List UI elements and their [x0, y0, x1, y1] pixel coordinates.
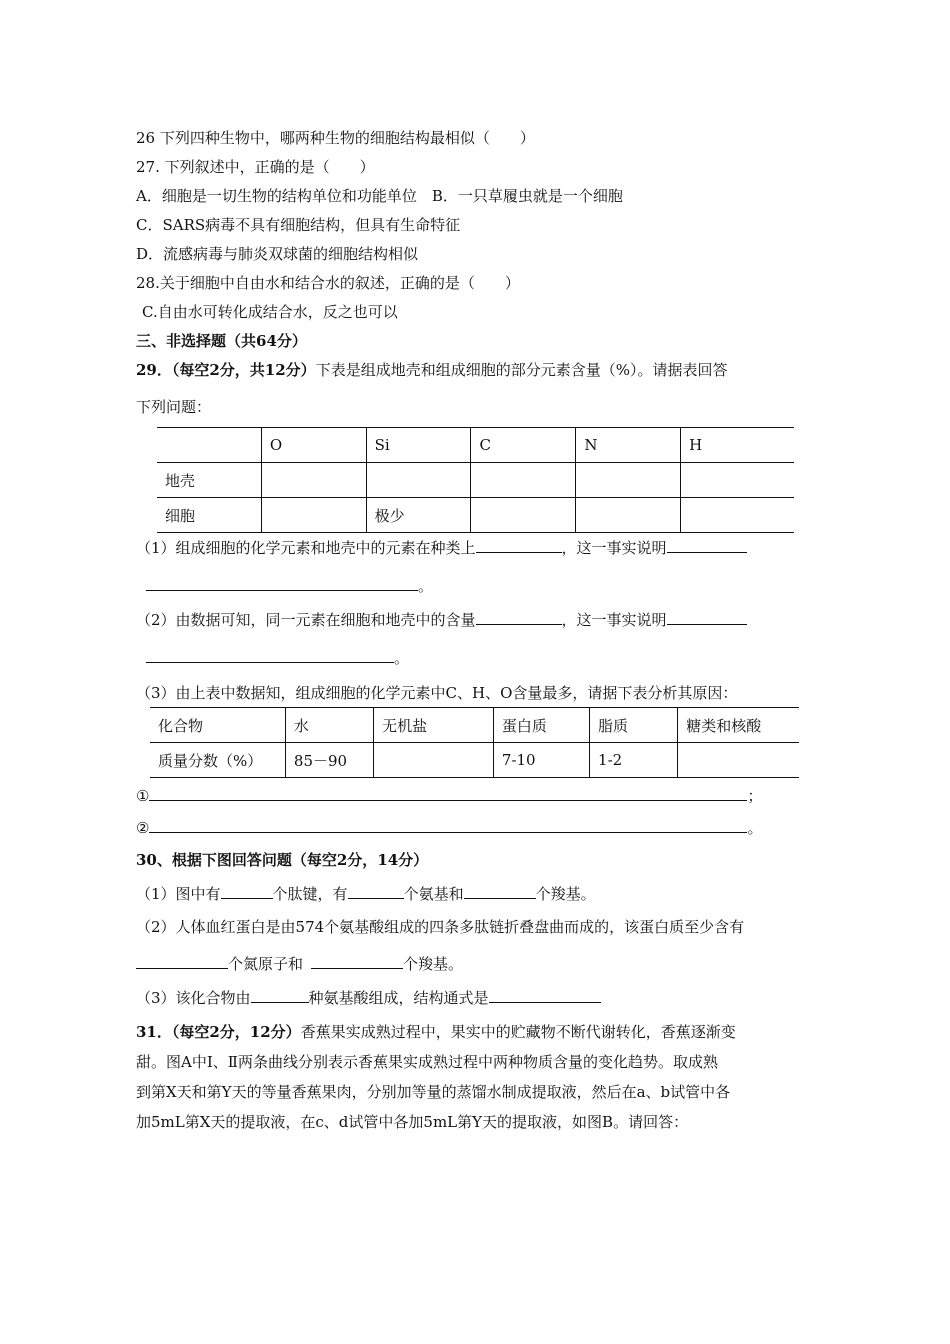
question-28-stem: 28.关于细胞中自由水和结合水的叙述，正确的是（ ） [136, 274, 520, 292]
table-cell: 脂质 [590, 708, 678, 743]
question-29-part-2-cont [146, 648, 409, 668]
table-cell: 糖类和核酸 [678, 708, 799, 743]
question-31-line-4: 加5mL第X天的提取液，在c、d试管中各加5mL第Y天的提取液，如图B。请回答： [136, 1113, 689, 1131]
table-cell: C [471, 428, 576, 463]
question-29-part-3: （3）由上表中数据知，组成细胞的化学元素中C、H、O含量最多，请据下表分析其原因： [136, 684, 738, 702]
table-cell: 蛋白质 [493, 708, 589, 743]
question-29-score: 29．（每空2分，共12分） [136, 361, 316, 379]
answer-blank[interactable] [251, 988, 309, 1003]
question-30-heading: 30、根据下图回答问题（每空2分，14分） [136, 851, 429, 869]
question-30-part-2: （2）人体血红蛋白是由574个氨基酸组成的四条多肽链折叠盘曲而成的，该蛋白质至少含有 [136, 918, 745, 936]
text: 个肽键，有 [272, 885, 348, 903]
text: （1）图中有 [136, 885, 221, 903]
question-31-line-2: 甜。图A中Ⅰ、Ⅱ两条曲线分别表示香蕉果实成熟过程中两种物质含量的变化趋势。取成熟 [136, 1053, 718, 1071]
text: ，这一事实说明 [561, 539, 667, 557]
table-cell [681, 463, 794, 498]
text: 。 [747, 819, 763, 837]
text: 个羧基。 [403, 955, 464, 973]
text: ，这一事实说明 [561, 611, 667, 629]
text: 种氨基酸组成，结构通式是 [308, 989, 489, 1007]
answer-blank[interactable] [311, 954, 403, 969]
answer-blank[interactable] [464, 884, 536, 899]
answer-blank[interactable] [667, 538, 747, 553]
question-27-option-ab: A．细胞是一切生物的结构单位和功能单位 B．一只草履虫就是一个细胞 [136, 187, 623, 205]
answer-blank[interactable] [489, 988, 601, 1003]
question-31-line-1 [136, 1022, 736, 1042]
table-cell: 极少 [366, 498, 471, 533]
answer-blank[interactable] [348, 884, 404, 899]
table-cell [576, 463, 681, 498]
question-30-part-2-cont [136, 954, 463, 974]
answer-blank[interactable] [146, 576, 418, 591]
table-header-row [150, 708, 799, 743]
question-27-option-d: D．流感病毒与肺炎双球菌的细胞结构相似 [136, 245, 419, 263]
table-cell [681, 498, 794, 533]
compound-mass-table [150, 707, 799, 778]
table-cell: O [261, 428, 366, 463]
question-30-part-3 [136, 988, 601, 1008]
table-cell: 质量分数（%） [150, 743, 285, 778]
table-row [157, 498, 794, 533]
text: 香蕉果实成熟过程中，果实中的贮藏物不断代谢转化，香蕉逐渐变 [300, 1023, 736, 1041]
answer-blank[interactable] [221, 884, 273, 899]
table-cell: N [576, 428, 681, 463]
question-29-answer-1 [136, 786, 762, 806]
table-cell [157, 428, 261, 463]
answer-blank[interactable] [476, 538, 562, 553]
table-cell: 1-2 [590, 743, 678, 778]
answer-blank[interactable] [149, 818, 747, 833]
table-cell: 水 [285, 708, 373, 743]
question-27-stem: 27. 下列叙述中，正确的是（ ） [136, 158, 375, 176]
text: 个羧基。 [535, 885, 596, 903]
text: 。 [394, 649, 410, 667]
text: （2）由数据可知，同一元素在细胞和地壳中的含量 [136, 611, 476, 629]
element-content-table [157, 427, 794, 533]
table-cell [471, 498, 576, 533]
answer-blank[interactable] [476, 610, 562, 625]
text: ① [136, 787, 150, 805]
table-row [157, 463, 794, 498]
table-row [150, 743, 799, 778]
table-cell: 化合物 [150, 708, 285, 743]
text: （1）组成细胞的化学元素和地壳中的元素在种类上 [136, 539, 476, 557]
section-3-heading: 三、非选择题（共64分） [136, 332, 307, 350]
table-cell [374, 743, 494, 778]
question-31-score: 31．（每空2分，12分） [136, 1023, 301, 1041]
question-29-answer-2 [136, 818, 762, 838]
answer-blank[interactable] [667, 610, 747, 625]
table-cell: 细胞 [157, 498, 261, 533]
question-27-option-c: C．SARS病毒不具有细胞结构，但具有生命特征 [136, 216, 461, 234]
text: （3）该化合物由 [136, 989, 251, 1007]
table-cell [678, 743, 799, 778]
question-29-text-1: 下表是组成地壳和组成细胞的部分元素含量（%）。请据表回答 [315, 361, 728, 379]
table-cell [261, 498, 366, 533]
question-31-line-3: 到第X天和第Y天的等量香蕉果肉，分别加等量的蒸馏水制成提取液，然后在a、b试管中各 [136, 1083, 731, 1101]
table-cell [471, 463, 576, 498]
question-30-part-1 [136, 884, 596, 904]
table-cell: H [681, 428, 794, 463]
table-cell [261, 463, 366, 498]
question-29-part-1 [136, 538, 747, 558]
table-cell [576, 498, 681, 533]
table-cell: 85－90 [285, 743, 373, 778]
answer-blank[interactable] [136, 954, 228, 969]
answer-blank[interactable] [149, 786, 747, 801]
table-cell: 7-10 [493, 743, 589, 778]
table-cell [366, 463, 471, 498]
text: ② [136, 819, 150, 837]
question-29-part-1-cont [146, 576, 433, 596]
question-29-text-2: 下列问题： [136, 398, 212, 416]
text: 个氮原子和 [228, 955, 304, 973]
text: 个氨基和 [403, 885, 464, 903]
table-cell: 地壳 [157, 463, 261, 498]
question-29-line-1 [136, 360, 727, 380]
question-26: 26 下列四种生物中，哪两种生物的细胞结构最相似（ ） [136, 129, 535, 147]
text: 。 [418, 577, 434, 595]
table-cell: Si [366, 428, 471, 463]
question-29-part-2 [136, 610, 747, 630]
table-cell: 无机盐 [374, 708, 494, 743]
table-header-row [157, 428, 794, 463]
text: ； [747, 787, 763, 805]
question-28-option-c: C.自由水可转化成结合水，反之也可以 [142, 303, 398, 321]
answer-blank[interactable] [146, 648, 394, 663]
